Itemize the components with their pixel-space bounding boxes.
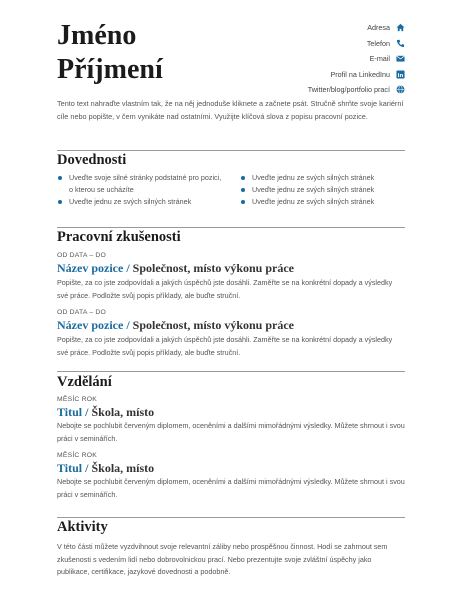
contact-email-label: E-mail: [369, 54, 390, 64]
job-position: Název pozice: [57, 318, 124, 332]
bullet-icon: [241, 200, 245, 204]
contact-web-label: Twitter/blog/portfolio prací: [307, 85, 390, 95]
skill-item: [57, 196, 222, 208]
job-heading: [57, 261, 294, 276]
globe-icon: [396, 85, 405, 94]
education-heading-line: [57, 461, 154, 476]
skill-text: Uveďte jednu ze svých silných stránek: [252, 197, 375, 207]
job-heading: [57, 318, 294, 333]
job-description: Popište, za co jste zodpovídali a jakých úspěchů jste dosáhli. Zaměřte se na konkrétní dopady a výsledky své práce. Podložte svůj popis příklady, ale buďte struční.: [57, 335, 393, 357]
phone-icon: [396, 39, 405, 48]
job-position: Název pozice: [57, 261, 124, 275]
education-dates: MĚSÍC ROK: [57, 452, 97, 459]
divider: [57, 227, 405, 228]
education-description: Nebojte se pochlubit červeným diplomem, oceněními a dalšími mimořádnými výsledky. Můžete shrnout i svou práci v seminářích.: [57, 421, 405, 443]
job-company: Společnost, místo výkonu práce: [132, 261, 294, 275]
skill-text: Uveďte jednu ze svých silných stránek: [252, 173, 375, 182]
education-heading-line: [57, 405, 154, 420]
activities-text: V této části můžete vyzdvihnout svoje relevantní záliby nebo prospěšnou činnost. Hodí se zahrnout sem zkušenosti s vedením lidí nebo dobrovolnickou prací. Nebo prezentujte svoje zvláštní úspěchy jako publikace, certifikace, jazykové dovednosti a podobně.: [57, 542, 388, 576]
contact-phone: [205, 36, 405, 52]
bullet-icon: [58, 176, 62, 180]
contact-phone-label: Telefon: [366, 38, 390, 48]
job-description: Popište, za co jste zodpovídali a jakých úspěchů jste dosáhli. Zaměřte se na konkrétní dopady a výsledky své práce. Podložte svůj popis příklady, ale buďte struční.: [57, 278, 393, 300]
skills-list: [57, 172, 405, 209]
skills-right-column: [222, 172, 405, 209]
skill-item: [240, 184, 405, 196]
skill-text: Uveďte jednu ze svých silných stránek: [252, 185, 375, 195]
education-school: Škola, místo: [91, 405, 155, 419]
linkedin-icon: [396, 70, 405, 79]
contact-linkedin-label: Profil na LinkedInu: [330, 69, 390, 79]
experience-heading: Pracovní zkušenosti: [57, 229, 181, 245]
skill-text: Uveďte svoje silné stránky podstatné pro pozici, o kterou se ucházíte: [69, 173, 222, 195]
education-dates: MĚSÍC ROK: [57, 396, 97, 403]
home-icon: [396, 23, 405, 32]
contact-address-label: Adresa: [367, 23, 390, 33]
bullet-icon: [241, 188, 245, 192]
job-company: Společnost, místo výkonu práce: [132, 318, 294, 332]
education-heading: Vzdělání: [57, 374, 112, 390]
contact-linkedin: [205, 67, 405, 83]
skill-item: [240, 196, 405, 208]
title-separator: /: [82, 405, 92, 419]
education-description: Nebojte se pochlubit červeným diplomem, oceněními a dalšími mimořádnými výsledky. Můžete shrnout i svou práci v seminářích.: [57, 477, 405, 499]
skills-left-column: [57, 172, 222, 209]
education-degree: Titul: [57, 405, 83, 419]
divider: [57, 150, 405, 151]
skill-text: Uveďte jednu ze svých silných stránek: [69, 197, 192, 207]
job-dates: OD DATA – DO: [57, 309, 106, 316]
education-degree: Titul: [57, 461, 83, 475]
contact-address: [205, 20, 405, 36]
divider: [57, 517, 405, 518]
bullet-icon: [58, 200, 62, 204]
contact-email: [205, 51, 405, 67]
title-separator: /: [82, 461, 92, 475]
activities-heading: Aktivity: [57, 519, 108, 535]
email-icon: [396, 54, 405, 63]
bullet-icon: [241, 176, 245, 180]
contact-web: [205, 82, 405, 98]
contact-block: [205, 20, 405, 98]
summary-text: Tento text nahraďte vlastním tak, že na něj jednoduše kliknete a začnete psát. Stručně shrňte svoje kariérní cíle nebo popište, v čem vynikáte nad ostatními. Využijte klíčová slova z popisu pracovní pozice.: [57, 99, 404, 121]
skill-item: [240, 172, 405, 184]
skill-item: [57, 172, 222, 196]
education-school: Škola, místo: [91, 461, 155, 475]
title-separator: /: [123, 318, 133, 332]
svg-text:in: in: [397, 72, 404, 79]
title-separator: /: [123, 261, 133, 275]
first-name: Jméno: [57, 20, 137, 51]
job-dates: OD DATA – DO: [57, 252, 106, 259]
divider: [57, 371, 405, 372]
last-name: Příjmení: [57, 54, 163, 85]
skills-heading: Dovednosti: [57, 152, 127, 168]
